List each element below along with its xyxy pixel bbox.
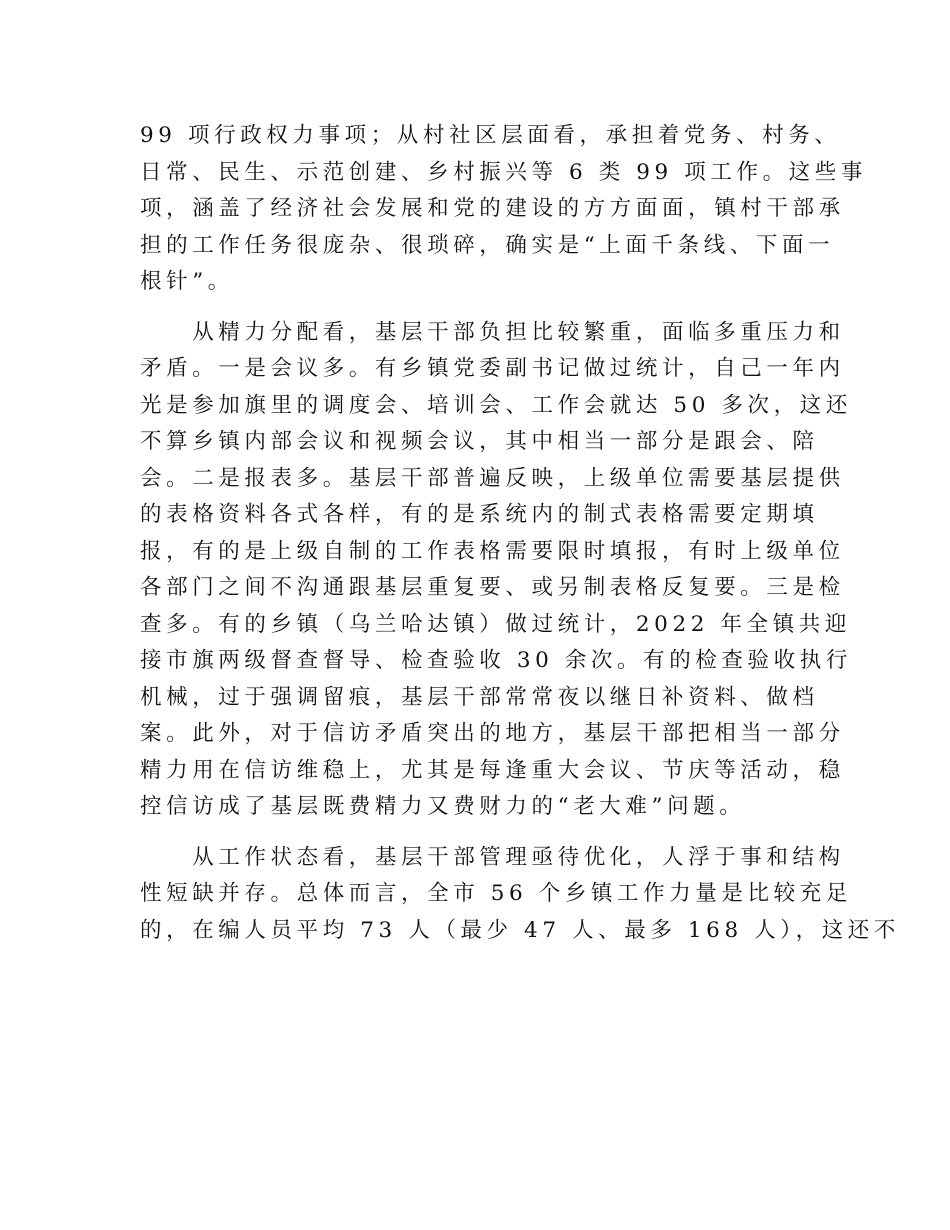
- text-line: 矛盾。一是会议多。有乡镇党委副书记做过统计，自己一年内: [140, 356, 845, 381]
- text-line: 查多。有的乡镇（乌兰哈达镇）做过统计，2022 年全镇共迎: [140, 611, 851, 637]
- text-line: 会。二是报表多。基层干部普遍反映，上级单位需要基层提供: [140, 465, 845, 491]
- paragraph-spacer: [140, 826, 820, 840]
- text-line: 的表格资料各式各样，有的是系统内的制式表格需要定期填: [140, 502, 819, 527]
- document-body: [140, 118, 901, 949]
- paragraph-1: [140, 118, 867, 301]
- text-line: 从精力分配看，基层干部负担比较繁重，面临多重压力和: [140, 319, 845, 345]
- text-line: 机械，过于强调留痕，基层干部常常夜以继日补资料、做档: [140, 684, 819, 710]
- text-line: 接市旗两级督查督导、检查验收 30 余次。有的检查验收执行: [140, 648, 852, 673]
- text-line: 光是参加旗里的调度会、培训会、工作会就达 50 多次，这还: [140, 392, 852, 418]
- paragraph-2: [140, 315, 852, 826]
- text-line: 日常、民生、示范创建、乡村振兴等 6 类 99 项工作。这些事: [140, 159, 867, 185]
- text-line: 项，涵盖了经济社会发展和党的建设的方方面面，镇村干部承: [140, 196, 845, 221]
- text-line: 99 项行政权力事项；从村社区层面看，承担着党务、村务、: [140, 123, 841, 148]
- text-line: 控信访成了基层既费精力又费财力的“老大难”问题。: [140, 794, 746, 819]
- text-line: 报，有的是上级自制的工作表格需要限时填报，有时上级单位: [140, 538, 845, 564]
- text-line: 精力用在信访维稳上，尤其是每逢重大会议、节庆等活动，稳: [140, 757, 845, 783]
- text-line: 各部门之间不沟通跟基层重复要、或另制表格反复要。三是检: [140, 575, 845, 600]
- text-line: 案。此外，对于信访矛盾突出的地方，基层干部把相当一部分: [140, 721, 845, 746]
- text-line: 不算乡镇内部会议和视频会议，其中相当一部分是跟会、陪: [140, 429, 819, 454]
- paragraph-spacer: [140, 301, 820, 315]
- text-line: 的，在编人员平均 73 人（最少 47 人、最多 168 人），这还不: [140, 917, 901, 943]
- paragraph-3: [140, 840, 901, 950]
- text-line: 担的工作任务很庞杂、很琐碎，确实是“上面千条线、下面一: [140, 232, 835, 258]
- text-line: 性短缺并存。总体而言，全市 56 个乡镇工作力量是比较充足: [140, 881, 852, 906]
- text-line: 根针”。: [140, 269, 234, 294]
- text-line: 从工作状态看，基层干部管理亟待优化，人浮于事和结构: [140, 844, 845, 870]
